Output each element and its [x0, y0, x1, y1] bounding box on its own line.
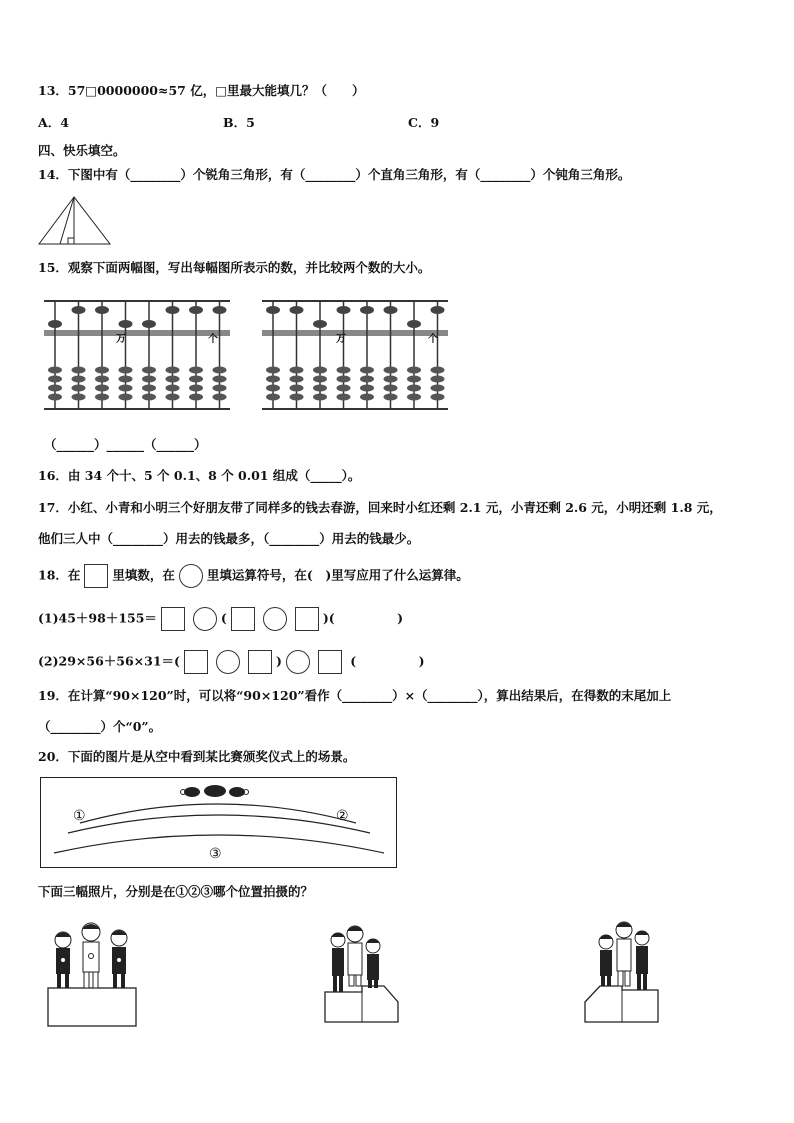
q17-line2: 他们三人中（________）用去的钱最多，（________）用去的钱最少。 — [38, 531, 420, 546]
abacus-left-mark-wan: 万 — [116, 334, 126, 345]
law-answer-blank[interactable]: ( ) — [328, 610, 404, 626]
abacus-left-mark-ge: 个 — [208, 334, 218, 345]
q20-sub-question: 下面三幅照片，分别是在①②③哪个位置拍摄的？ — [38, 884, 314, 899]
paren-close: ) — [322, 610, 329, 626]
q18-part1 — [38, 607, 403, 631]
q14-question: 14．下图中有（________）个锐角三角形，有（________）个直角三角形，有（________）个钝角三角形。 — [38, 167, 631, 182]
abacus-right-mark-wan: 万 — [336, 334, 346, 345]
paren-close: ) — [275, 653, 282, 669]
q20-question: 20．下面的图片是从空中看到某比赛颁奖仪式上的场景。 — [38, 749, 356, 764]
q16-question: 16．由 34 个十、5 个 0.1、8 个 0.01 组成（_____）。 — [38, 468, 361, 483]
abacus-right-mark-ge: 个 — [428, 334, 438, 345]
photo-left-side-view[interactable] — [322, 922, 402, 1026]
paren-open: ( — [220, 610, 227, 626]
section-heading: 四、快乐填空。 — [38, 143, 126, 158]
answer-box[interactable] — [318, 650, 342, 674]
q18-intro-c: 里填运算符号，在( )里写应用了什么运算律。 — [206, 567, 469, 583]
operator-circle-sample — [179, 564, 203, 588]
q18-intro-a: 18．在 — [38, 567, 81, 583]
position-2-label: ② — [336, 808, 349, 824]
q19-line2: （________）个“0”。 — [38, 719, 162, 734]
operator-circle[interactable] — [286, 650, 310, 674]
q13-question: 13．57□0000000≈57 亿，□里最大能填几？（ ） — [38, 83, 365, 98]
q13-option-b[interactable]: B．5 — [223, 115, 255, 130]
operator-circle[interactable] — [216, 650, 240, 674]
q18-part1-expr: (1)45＋98＋155＝ — [38, 610, 157, 626]
q18-intro-b: 里填数，在 — [112, 567, 175, 583]
position-1-label: ① — [73, 808, 86, 824]
q18-part2 — [38, 650, 425, 674]
answer-box[interactable] — [161, 607, 185, 631]
q18-part2-expr: (2)29×56＋56×31＝( — [38, 653, 180, 669]
q13-option-c[interactable]: C．9 — [408, 115, 440, 130]
abacus-figure-right — [262, 300, 450, 412]
operator-circle[interactable] — [193, 607, 217, 631]
law-answer-blank[interactable]: ( ) — [350, 653, 425, 669]
answer-box[interactable] — [231, 607, 255, 631]
photo-right-side-view[interactable] — [582, 918, 662, 1026]
position-3-label: ③ — [209, 846, 222, 862]
operator-circle[interactable] — [263, 607, 287, 631]
answer-box[interactable] — [184, 650, 208, 674]
photo-front-view[interactable] — [46, 920, 140, 1028]
q15-question: 15．观察下面两幅图，写出每幅图所表示的数，并比较两个数的大小。 — [38, 260, 431, 275]
answer-box[interactable] — [295, 607, 319, 631]
triangle-figure — [38, 196, 112, 246]
answer-box-sample — [84, 564, 108, 588]
q13-option-a[interactable]: A．4 — [38, 115, 69, 130]
answer-box[interactable] — [248, 650, 272, 674]
q18-intro — [38, 564, 469, 588]
q17-line1: 17．小红、小青和小明三个好朋友带了同样多的钱去春游，回来时小红还剩 2.1 元，小青还剩 2.6 元，小明还剩 1.8 元， — [38, 500, 722, 515]
q19-line1: 19．在计算“90×120”时，可以将“90×120”看作（________）×（________），算出结果后，在得数的末尾加上 — [38, 688, 672, 703]
abacus-figure-left — [44, 300, 232, 412]
q15-answer-blanks[interactable]: （______）______（______） — [44, 437, 207, 452]
